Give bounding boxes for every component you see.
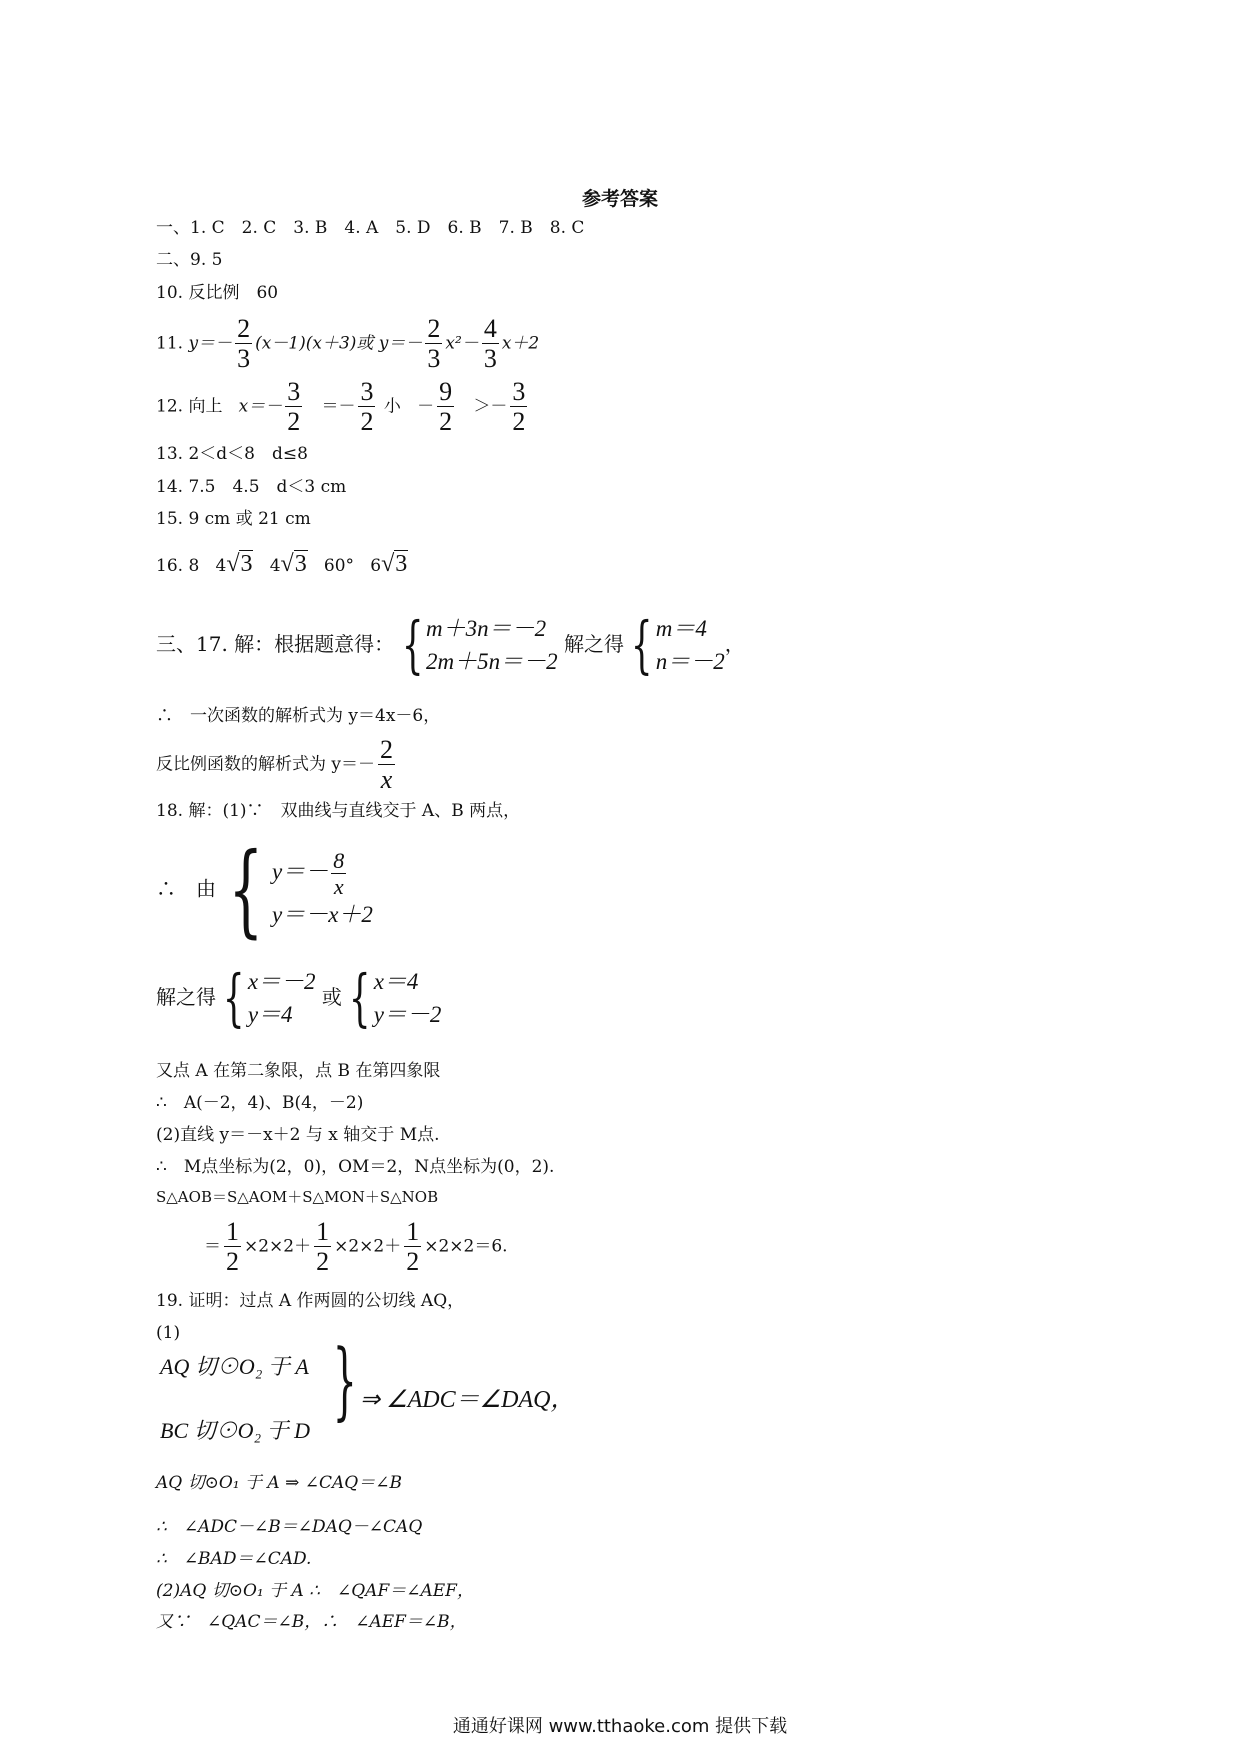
answer-19-final: 又∵ ∠QAC＝∠B，∴ ∠AEF＝∠B， <box>156 1612 467 1632</box>
answer-16: 16. 8 4√3 4√3 60° 6√3 <box>156 551 408 577</box>
answer-19-intro: 19. 证明：过点 A 作两圆的公切线 AQ， <box>156 1291 465 1311</box>
answer-section-1: 一、1. C 2. C 3. B 4. A 5. D 6. B 7. B 8. C <box>156 218 585 238</box>
answer-19-result: ∴ ∠BAD＝∠CAD. <box>156 1549 312 1569</box>
answer-19-brace: } <box>332 1331 357 1429</box>
answer-18-quadrant: 又点 A 在第二象限，点 B 在第四象限 <box>156 1061 441 1081</box>
page-title: 参考答案 <box>581 188 658 210</box>
answer-18-coords: ∴ M点坐标为(2，0)，OM＝2，N点坐标为(0，2). <box>156 1157 555 1177</box>
answer-18-system: ∴ 由 { y＝－ $\frac{8}{x}$ y＝－x＋2 <box>156 831 373 948</box>
answer-15: 15. 9 cm 或 21 cm <box>156 509 311 529</box>
answer-18-points: ∴ A(－2，4)、B(4，－2) <box>156 1093 364 1113</box>
answer-18-intro: 18. 解：(1)∵ 双曲线与直线交于 A、B 两点， <box>156 801 521 821</box>
answer-19-tangent-d: BC 切⊙O₂ 于 D <box>160 1418 311 1443</box>
answer-17-system: 三、17. 解：根据题意得： { m＋3n＝－2 2m＋5n＝－2 解之得 { m＝4 n＝－2 ， <box>156 608 745 682</box>
answer-17-inverse: 反比例函数的解析式为 y＝－ $\frac{2}{x}$ <box>156 735 394 795</box>
answer-10: 10. 反比例 60 <box>156 283 279 303</box>
answer-19-part1: (1) <box>156 1323 181 1343</box>
answer-18-calc: ＝ $\frac{1}{2}$ ×2×2＋ $\frac{1}{2}$ ×2×2＋ $\frac{1}{2}$ ×2×2＝6. <box>204 1217 508 1277</box>
answer-19-conclusion: ⇒ ∠ADC＝∠DAQ， <box>360 1387 575 1413</box>
answer-17-linear: ∴ 一次函数的解析式为 y＝4x－6， <box>156 706 441 726</box>
answer-section-2: 二、9. 5 <box>156 250 223 270</box>
answer-18-solution: 解之得 { x＝－2 y＝4 或 { x＝4 y＝－2 <box>156 961 442 1035</box>
answer-18-area: S△AOB＝S△AOM＋S△MON＋S△NOB <box>156 1188 439 1206</box>
answer-12: 12. 向上 x＝－ $\frac{3}{2}$ ＝－ $\frac{3}{2}$ 小 － $\frac{9}{2}$ ＞－ $\frac{3}{2}$ <box>156 377 526 437</box>
answer-13: 13. 2＜d＜8 d≤8 <box>156 444 308 464</box>
answer-19-diff: ∴ ∠ADC－∠B＝∠DAQ－∠CAQ <box>156 1517 423 1537</box>
answer-11: 11. y＝－ $\frac{2}{3}$ (x－1)(x＋3)或 y＝－ $\frac{2}{3}$ x²－ $\frac{4}{3}$ x＋2 <box>156 314 540 374</box>
footer-credit: 通通好课网 www.tthaoke.com 提供下载 <box>452 1716 788 1737</box>
answer-19-tangent-a: AQ 切⊙O₂ 于 A <box>160 1354 309 1379</box>
answer-18-part2: (2)直线 y＝－x＋2 与 x 轴交于 M点. <box>156 1125 440 1145</box>
answer-14: 14. 7.5 4.5 d＜3 cm <box>156 477 347 497</box>
answer-19-tangent-b: AQ 切⊙O₁ 于 A ⇒ ∠CAQ＝∠B <box>156 1473 402 1493</box>
answer-19-part2: (2)AQ 切⊙O₁ 于 A ∴ ∠QAF＝∠AEF， <box>156 1581 474 1601</box>
